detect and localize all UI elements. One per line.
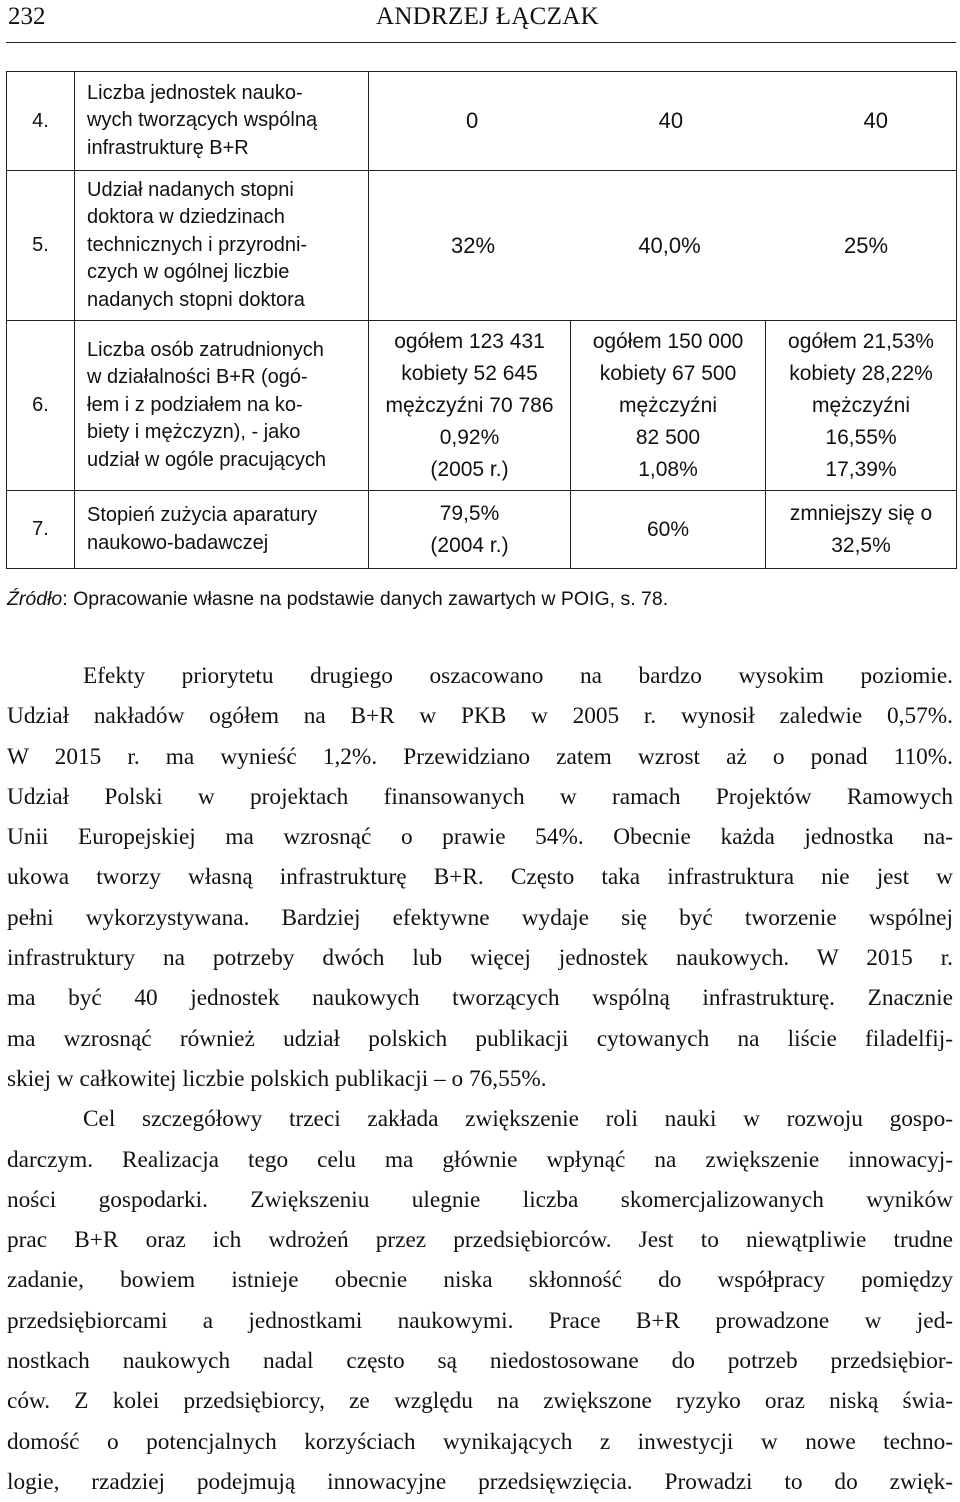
value-line: ogółem 150 000 (592, 329, 744, 353)
desc-line: Stopień zużycia aparatury (87, 504, 318, 526)
desc-line: w działalności B+R (ogó- (87, 366, 308, 389)
desc-line: technicznych i przyrodni- (87, 233, 308, 256)
desc-line: infrastrukturę B+R (87, 136, 249, 159)
body-line: Udział nakładów ogółem na B+R w PKB w 2005 r. wynosił zaledwie 0,57%. (7, 703, 953, 730)
value-line: ogółem 123 431 (394, 329, 545, 353)
page-header (6, 0, 954, 40)
body-line: Efekty priorytetu drugiego oszacowano na bardzo wysokim poziomie. (83, 663, 953, 689)
body-line: prac B+R oraz ich wdrożeń przez przedsiębiorców. Jest to niewątpliwie trudne (7, 1227, 953, 1254)
body-line: logie, rzadziej podejmują innowacyjne przedsięwzięcia. Prowadzi to do zwięk- (7, 1468, 953, 1495)
indicators-table (6, 71, 957, 569)
value-2004 (369, 491, 571, 569)
row-description (75, 491, 369, 569)
table-row (7, 171, 957, 321)
header-rule (6, 42, 956, 43)
merged-values (369, 171, 957, 321)
row-number: 6. (7, 321, 75, 491)
value-line: 16,55% (825, 425, 897, 449)
value-cell: 0 (466, 108, 479, 133)
value-line: 82 500 (635, 425, 701, 449)
desc-line: czych w ogólnej liczbie (87, 261, 290, 284)
value-2005 (369, 321, 571, 491)
value-cell: 25% (843, 232, 889, 258)
value-line: zmniejszy się o (789, 501, 933, 525)
body-line: W 2015 r. ma wynieść 1,2%. Przewidziano zatem wzrost aż o ponad 110%. (7, 743, 953, 770)
value-change (766, 321, 957, 491)
body-line: ności gospodarki. Zwiększeniu ulegnie liczba skomercjalizowanych wyników (7, 1186, 953, 1213)
value-change (766, 491, 957, 569)
desc-line: wych tworzących wspólną (87, 109, 318, 132)
body-text (7, 656, 953, 1502)
body-line: zadanie, bowiem istnieje obecnie niska skłonność do współpracy pomiędzy (7, 1267, 953, 1294)
value-line: 17,39% (825, 457, 897, 481)
value-line: kobiety 67 500 (599, 361, 737, 385)
row-description (75, 72, 369, 171)
row-number: 7. (7, 491, 75, 569)
desc-line: naukowo-badawczej (87, 531, 269, 554)
source-note (7, 588, 668, 611)
value-cell: 32% (451, 232, 496, 258)
table-row (7, 321, 957, 491)
body-line: Udział Polski w projektach finansowanych w ramach Projektów Ramowych (7, 783, 953, 810)
value-target (571, 491, 766, 569)
merged-values (369, 72, 957, 171)
value-line: kobiety 52 645 (401, 361, 538, 385)
body-line: przedsiębiorcami a jednostkami naukowymi. Prace B+R prowadzone w jed- (7, 1307, 953, 1334)
source-label: Źródło (7, 588, 63, 610)
body-line: Unii Europejskiej ma wzrosnąć o prawie 54%. Obecnie każda jednostka na- (7, 824, 953, 851)
body-line: infrastruktury na potrzeby dwóch lub więcej jednostek naukowych. W 2015 r. (7, 945, 953, 972)
table-row (7, 72, 957, 171)
body-line: skiej w całkowitej liczbie polskich publikacji – o 76,55%. (7, 1065, 547, 1092)
desc-line: nadanych stopni doktora (87, 288, 305, 311)
desc-line: łem i z podziałem na ko- (87, 393, 303, 416)
row-description (75, 321, 369, 491)
value-line: kobiety 28,22% (789, 361, 933, 385)
value-line: 1,08% (638, 457, 698, 481)
value-line: mężczyźni (618, 393, 718, 417)
body-line: domość o potencjalnych korzyściach wynikających z inwestycji w nowe techno- (7, 1428, 953, 1455)
running-title: ANDRZEJ ŁĄCZAK (376, 3, 599, 30)
body-line: darczym. Realizacja tego celu ma głównie wpłynąć na zwiększenie innowacyj- (7, 1146, 953, 1173)
value-line: mężczyźni 70 786 (385, 393, 554, 417)
value-line: 32,5% (831, 533, 891, 557)
value-line: 79,5% (439, 501, 500, 525)
value-cell: 40 (863, 108, 888, 133)
value-line: mężczyźni (811, 393, 911, 417)
body-line: ców. Z kolei przedsiębiorcy, ze względu na zwiększone ryzyko oraz niską świa- (7, 1388, 953, 1415)
table-row (7, 491, 957, 569)
body-line: ma wzrosnąć również udział polskich publikacji cytowanych na liście filadelfij- (7, 1025, 953, 1052)
body-line: ma być 40 jednostek naukowych tworzących wspólną infrastrukturę. Znacznie (7, 985, 953, 1012)
value-line: (2004 r.) (430, 533, 509, 557)
body-line: Cel szczegółowy trzeci zakłada zwiększenie roli nauki w rozwoju gospo- (83, 1106, 953, 1133)
body-line: nostkach naukowych nadal często są niedostosowane do potrzeb przedsiębior- (7, 1348, 953, 1375)
desc-line: Liczba jednostek nauko- (87, 81, 303, 104)
row-number: 4. (7, 72, 75, 171)
desc-line: udział w ogóle pracujących (87, 448, 327, 471)
body-line: pełni wykorzystywana. Bardziej efektywne wydaje się być tworzenie wspólnej (7, 904, 953, 931)
desc-line: Udział nadanych stopni (87, 178, 294, 201)
desc-line: biety i mężczyzn), - jako (87, 421, 301, 444)
value-line: 0,92% (439, 425, 500, 449)
value-line: (2005 r.) (430, 457, 509, 481)
desc-line: doktora w dziedzinach (87, 206, 285, 229)
value-line: ogółem 21,53% (788, 329, 934, 353)
page-number: 232 (8, 3, 46, 30)
row-number: 5. (7, 171, 75, 321)
value-cell: 40 (658, 108, 684, 133)
value-line: 60% (646, 517, 690, 541)
value-target (571, 321, 766, 491)
body-line: ukowa tworzy własną infrastrukturę B+R. Często taka infrastruktura nie jest w (7, 864, 953, 891)
source-text: : Opracowanie własne na podstawie danych zawartych w POIG, s. 78. (62, 588, 669, 610)
desc-line: Liczba osób zatrudnionych (87, 338, 324, 361)
row-description (75, 171, 369, 321)
value-cell: 40,0% (638, 232, 701, 258)
